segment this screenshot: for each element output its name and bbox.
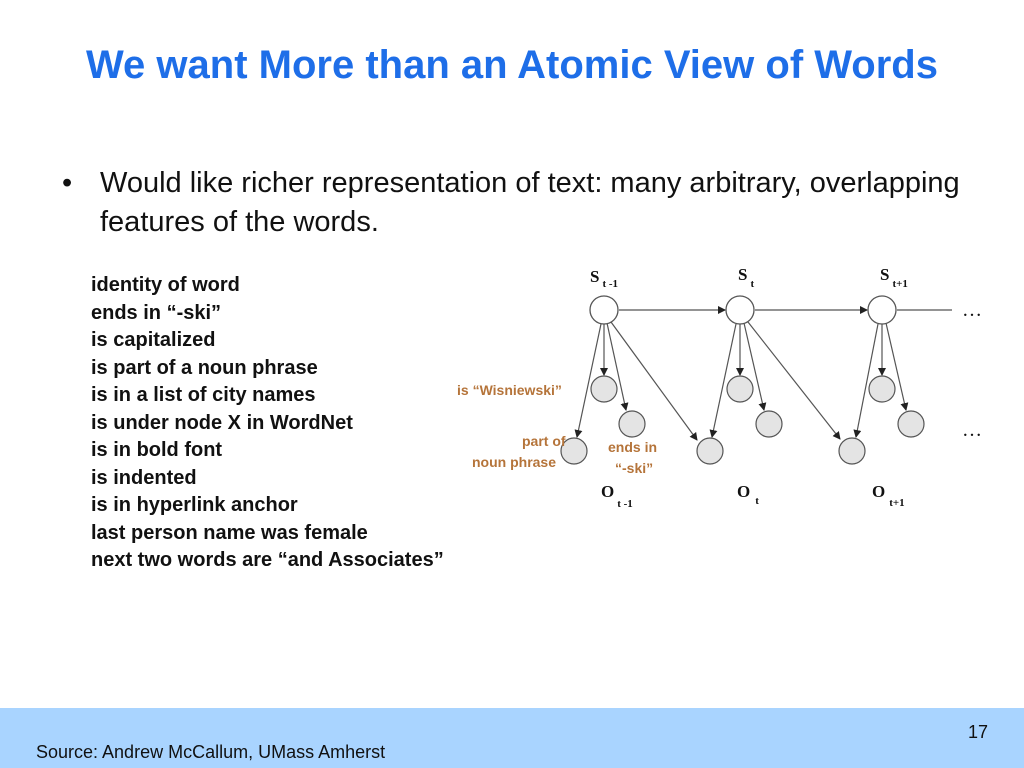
obs-node — [756, 411, 782, 437]
obs-node — [727, 376, 753, 402]
annotation-noun-phrase: noun phrase — [472, 454, 557, 470]
annotation-ends-in: ends in — [608, 439, 658, 455]
annotation-part-of: part of — [522, 433, 566, 449]
obs-node — [869, 376, 895, 402]
bullet-dot: • — [62, 167, 73, 199]
state-node — [868, 296, 896, 324]
ellipsis-observations: … — [962, 419, 982, 441]
annotation-wisniewski: is “Wisniewski” — [457, 382, 562, 398]
slide-title: We want More than an Atomic View of Words — [86, 43, 938, 87]
obs-node — [697, 438, 723, 464]
feature-item: is part of a noun phrase — [91, 356, 318, 379]
observation-label: $O_{t+1}$ — [872, 482, 905, 509]
feature-item: identity of word — [91, 274, 240, 296]
obs-node — [898, 411, 924, 437]
obs-node — [591, 376, 617, 402]
ellipsis-states: … — [962, 299, 982, 321]
state-label: S $_t$ — [738, 265, 755, 290]
feature-item: is in a list of city names — [91, 384, 316, 406]
feature-item: is in hyperlink anchor — [91, 494, 298, 516]
feature-item: is indented — [91, 466, 197, 489]
state-label: S $_{t+1}$ — [880, 265, 908, 290]
feature-item: last person name was female — [91, 521, 368, 544]
feature-item: next two words are “and Associates” — [91, 549, 444, 571]
state-label: S $_{t -1}$ — [590, 267, 619, 290]
state-node — [726, 296, 754, 324]
page-number: 17 — [967, 722, 988, 742]
feature-item: is under node X in WordNet — [91, 411, 353, 434]
feature-item: is capitalized — [91, 329, 216, 351]
observation-label: $O_{t -1}$ — [601, 482, 633, 510]
state-node — [590, 296, 618, 324]
feature-item: is in bold font — [91, 439, 223, 461]
obs-node — [839, 438, 865, 464]
bullet-text: Would like richer representation of text: many arbitrary, overlapping features of the words. — [100, 167, 960, 238]
feature-item: ends in “-ski” — [91, 301, 222, 324]
observation-label: O $_t$ — [737, 482, 759, 507]
obs-node — [619, 411, 645, 437]
source-credit: Source: Andrew McCallum, UMass Amherst — [36, 742, 386, 762]
annotation-ski: “-ski” — [615, 460, 654, 476]
footer-bar — [0, 708, 1024, 768]
